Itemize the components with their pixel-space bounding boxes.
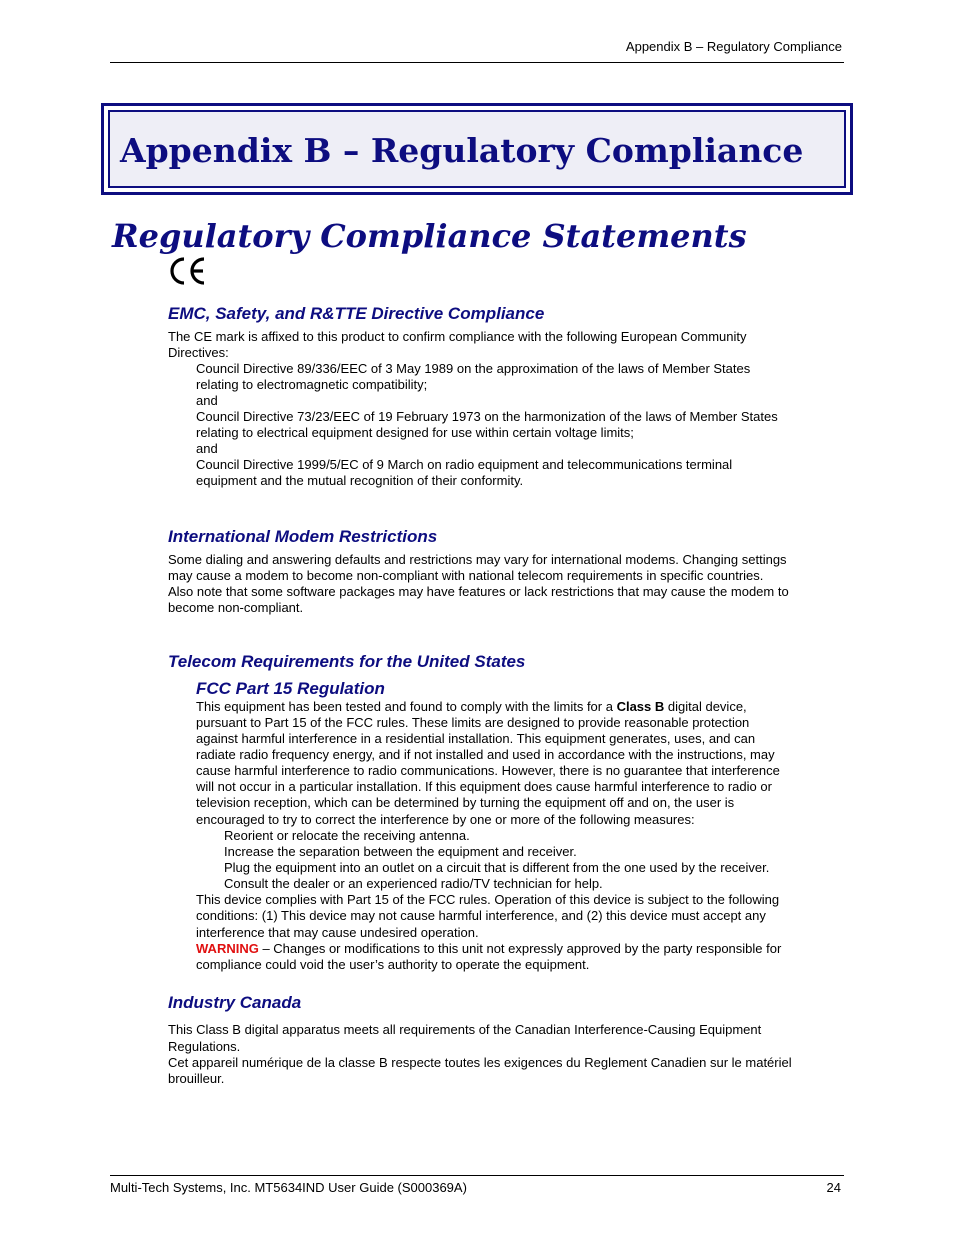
fcc-line: pursuant to Part 15 of the FCC rules. These limits are designed to provide reasonable protection	[196, 715, 750, 730]
fcc-heading: FCC Part 15 Regulation	[196, 679, 385, 698]
intl-heading: International Modem Restrictions	[168, 527, 438, 546]
fcc-line: radiate radio frequency energy, and if not installed and used in accordance with the instructions, may	[196, 747, 775, 762]
canada-line: brouilleur.	[168, 1071, 225, 1086]
intl-line: Some dialing and answering defaults and restrictions may vary for international modems. Changing settings	[168, 552, 787, 567]
intl-line: become non-compliant.	[168, 600, 304, 615]
directive-line: Council Directive 89/336/EEC of 3 May 1989 on the approximation of the laws of Member States	[196, 361, 751, 376]
canada-line: Cet appareil numérique de la classe B respecte toutes les exigences du Reglement Canadien sur le matériel	[168, 1055, 792, 1070]
class-b-bold: Class B	[616, 699, 665, 714]
canada-line: This Class B digital apparatus meets all requirements of the Canadian Interference-Causing Equipment	[168, 1022, 762, 1037]
fcc-line: television reception, which can be determined by turning the equipment off and on, the user is	[196, 795, 735, 810]
canada-heading: Industry Canada	[168, 993, 302, 1012]
intl-line: may cause a modem to become non-compliant with national telecom requirements in specific countries.	[168, 568, 764, 583]
directive-line: and	[196, 393, 218, 408]
chapter-title-box	[101, 103, 853, 195]
chapter-title: Appendix B – Regulatory Compliance	[120, 130, 804, 170]
fcc-line: cause harmful interference to radio communications. However, there is no guarantee that interference	[196, 763, 780, 778]
emc-intro-line: Directives:	[168, 345, 229, 360]
footer-rule	[110, 1175, 844, 1176]
complies-line: conditions: (1) This device may not cause harmful interference, and (2) this device must accept any	[196, 908, 766, 923]
fcc-first-line-post: digital device,	[664, 699, 747, 714]
directive-line: and	[196, 441, 218, 456]
header-rule	[110, 62, 844, 63]
canada-line: Regulations.	[168, 1039, 241, 1054]
directive-line: equipment and the mutual recognition of their conformity.	[196, 473, 524, 488]
emc-intro-line: The CE mark is affixed to this product to confirm compliance with the following European Community	[168, 329, 747, 344]
footer-text: Multi-Tech Systems, Inc. MT5634IND User Guide (S000369A)	[110, 1180, 467, 1195]
measure-item: Plug the equipment into an outlet on a circuit that is different from the one used by the receiver.	[224, 860, 770, 875]
chapter-title-inner	[108, 110, 846, 188]
directive-line: Council Directive 1999/5/EC of 9 March on radio equipment and telecommunications terminal	[196, 457, 733, 472]
complies-line: interference that may cause undesired operation.	[196, 925, 479, 940]
directive-line: Council Directive 73/23/EEC of 19 February 1973 on the harmonization of the laws of Member States	[196, 409, 778, 424]
warning-text: – Changes or modifications to this unit not expressly approved by the party responsible for	[258, 941, 782, 956]
emc-heading: EMC, Safety, and R&TTE Directive Compliance	[168, 304, 545, 323]
running-header: Appendix B – Regulatory Compliance	[625, 39, 842, 54]
fcc-line: will not occur in a particular installation. If this equipment does cause harmful interference to radio or	[196, 779, 772, 794]
measure-item: Increase the separation between the equipment and receiver.	[224, 844, 577, 859]
fcc-first-line-pre: This equipment has been tested and found to comply with the limits for a	[196, 699, 617, 714]
measure-item: Consult the dealer or an experienced radio/TV technician for help.	[224, 876, 603, 891]
fcc-line: encouraged to try to correct the interference by one or more of the following measures:	[196, 812, 695, 827]
complies-line: This device complies with Part 15 of the FCC rules. Operation of this device is subject to the following	[196, 892, 780, 907]
fcc-line: against harmful interference in a residential installation. This equipment generates, uses, and can	[196, 731, 756, 746]
warning-label: WARNING	[196, 941, 259, 956]
directive-line: relating to electrical equipment designed for use within certain voltage limits;	[196, 425, 634, 440]
fcc-first-line	[196, 699, 747, 715]
warning-line	[196, 941, 781, 957]
intl-line: Also note that some software packages may have features or lack restrictions that may cause the modem to	[168, 584, 789, 599]
ce-mark-icon	[165, 255, 209, 287]
directive-line: relating to electromagnetic compatibility;	[196, 377, 428, 392]
warning-line-2: compliance could void the user’s authority to operate the equipment.	[196, 957, 590, 972]
page-number: 24	[826, 1180, 841, 1195]
telecom-heading: Telecom Requirements for the United States	[168, 652, 526, 671]
section-title: Regulatory Compliance Statements	[112, 217, 747, 255]
measure-item: Reorient or relocate the receiving antenna.	[224, 828, 470, 843]
